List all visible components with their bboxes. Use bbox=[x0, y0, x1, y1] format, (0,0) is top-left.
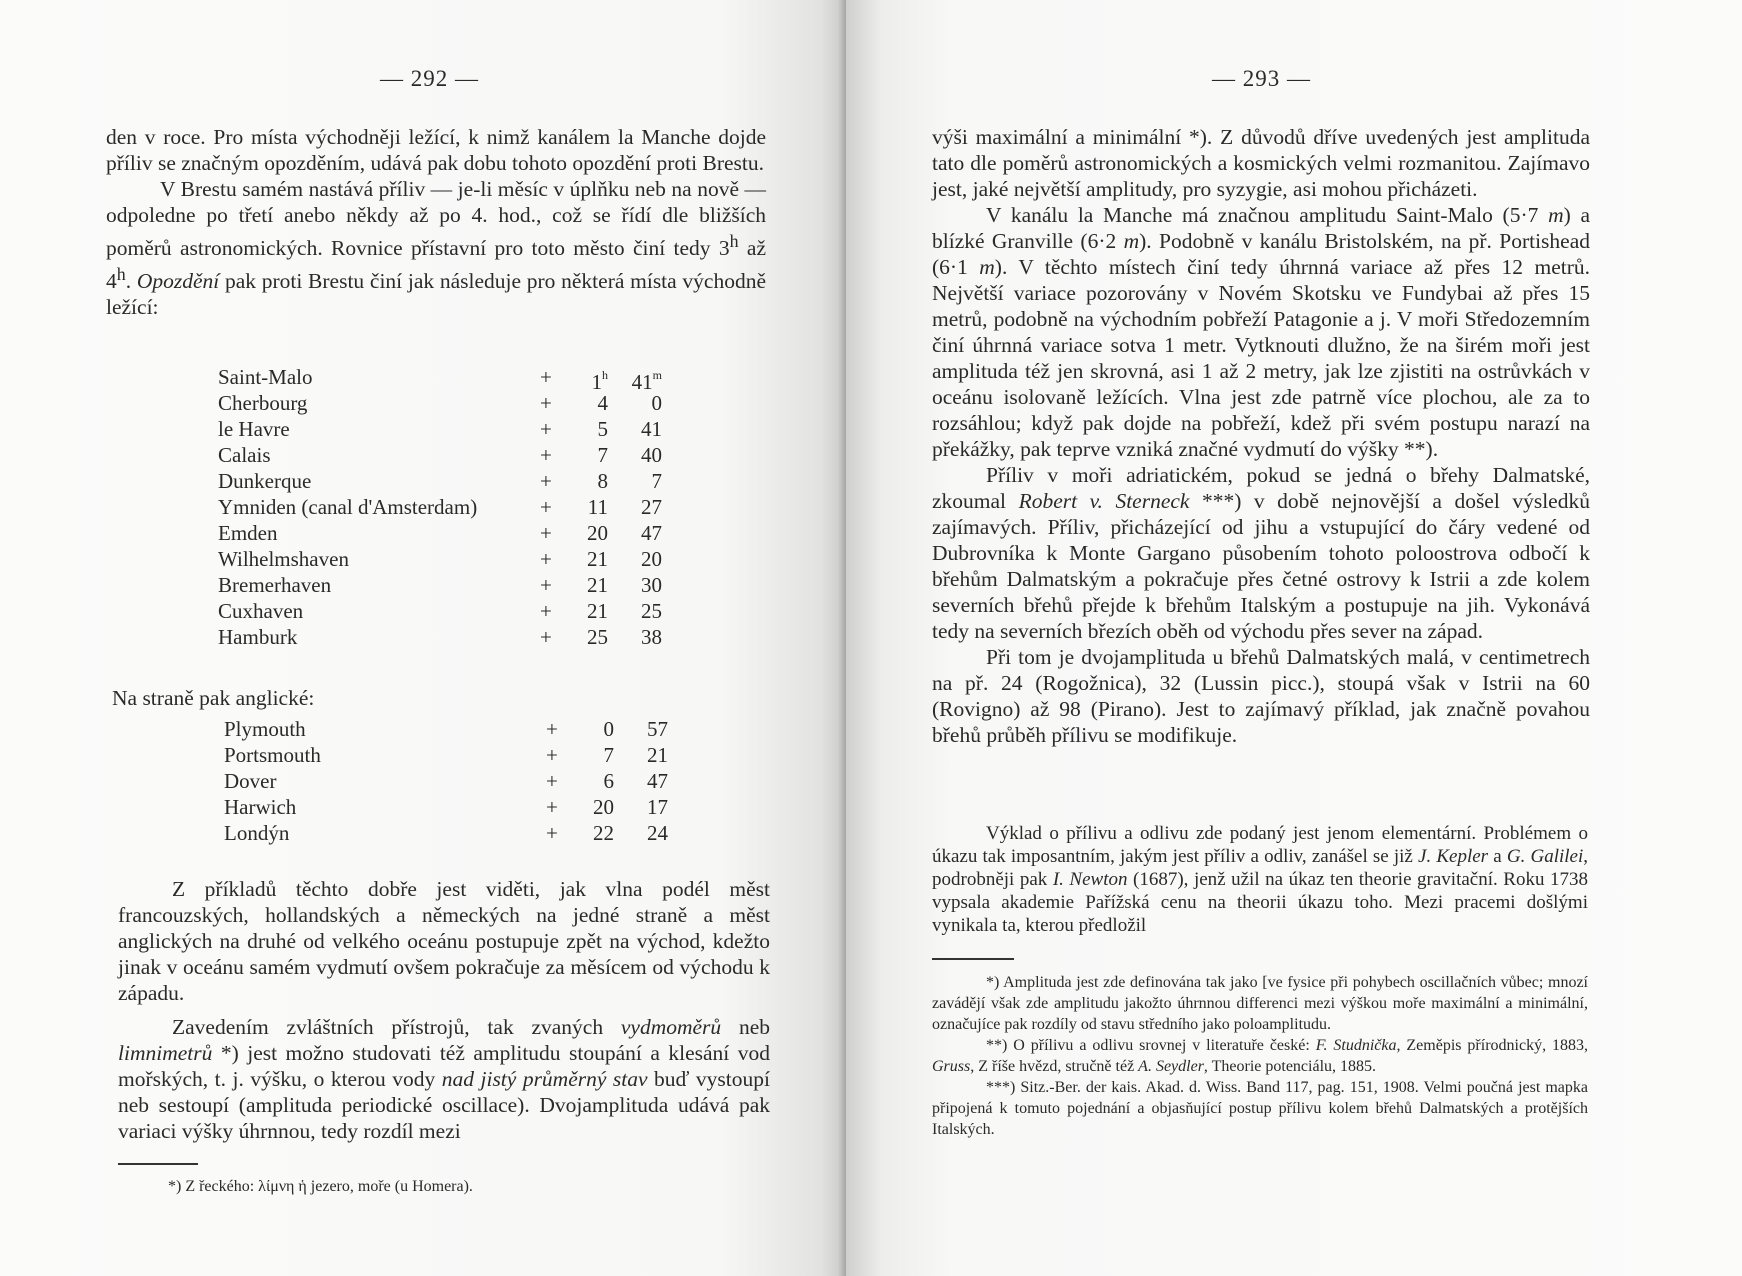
plus-sign: + bbox=[540, 599, 552, 623]
table-row bbox=[224, 794, 674, 820]
delay-minutes: 30 bbox=[641, 573, 662, 597]
place-name: Saint-Malo bbox=[218, 365, 313, 389]
paragraph: V Brestu samém nastává příliv — je-li měsíc v úplňku neb na nově — odpoledne po třetí anebo někdy až po 4. hod., což se řídí dle bližších poměrů astronomických. Rovnice přístavní pro toto město činí tedy 3$^h$ až 4$^h$. Opozdění pak proti Brestu činí jak následuje pro některá místa východně ležící: bbox=[106, 177, 767, 320]
plus-sign: + bbox=[546, 821, 558, 845]
intro-text bbox=[106, 124, 766, 320]
plus-sign: + bbox=[540, 495, 552, 519]
table-row bbox=[224, 716, 674, 742]
paragraph: výši maximální a minimální *). Z důvodů dříve uvedených jest amplituda tato dle poměrů astronomických a kosmických velmi rozmanitou. Zajímavo jest, jaké největší amplitudy, pro syzygie, asi mohou přicházeti. bbox=[932, 125, 1590, 201]
plus-sign: + bbox=[546, 795, 558, 819]
delay-hours: 4 bbox=[597, 391, 608, 415]
plus-sign: + bbox=[540, 573, 552, 597]
paragraph: Příliv v moři adriatickém, pokud se jedná o břehy Dalmatské, zkoumal Robert v. Sterneck ***) v době nejnovější a došel výsledků zajímavých. Příliv, přicházející od jihu a vstupující do čáry vedené od Dubrovníka k Monte Gargano působením tohoto poloostrova odbočí k břehům Dalmatským a pokračuje přes četné ostrovy k Istrii a zde kolem severních břehů přejde k břehům Italským a postupuje na jih. Vykonává tedy na severních březích oběh od východu přes sever na západ. bbox=[932, 463, 1590, 643]
footnote-rule bbox=[118, 1163, 198, 1165]
footnote: **) O přílivu a odlivu srovnej v literatuře české: F. Studnička, Zeměpis přírodnický, 1883, Gruss, Z říše hvězd, stručně též A. Seydler, Theorie potenciálu, 1885. bbox=[932, 1037, 1588, 1075]
place-name: le Havre bbox=[218, 417, 290, 441]
place-name: Dover bbox=[224, 769, 277, 793]
place-name: Harwich bbox=[224, 795, 297, 819]
delay-minutes: 47 bbox=[641, 521, 662, 545]
paragraph: Zavedením zvláštních přístrojů, tak zvaných vydmoměrů neb limnimetrů *) jest možno studovati též amplitudu stoupání a klesání vod mořských, t. j. výšku, o kterou vody nad jistý průměrný stav buď vystoupí neb sestoupí (amplituda periodické oscillace). Dvojamplituda udává pak variaci výšky úhrnnou, tedy rozdíl mezi bbox=[118, 1015, 771, 1143]
hours-unit: h bbox=[602, 368, 608, 382]
paragraph: V kanálu la Manche má značnou amplitudu Saint-Malo (5·7 m) a blízké Granville (6·2 m). Podobně v kanálu Bristolském, na př. Portishead (6·1 m). V těchto místech činí tedy úhrnná variace až přes 12 metrů. Největší variace pozorovány v Novém Skotsku ve Fundybai až přes 15 metrů, podobně na východním pobřeží Patagonie a j. V moři Středozemním činí úhrnná variace sotva 1 metr. Vytknouti dlužno, že na širém moři jest amplituda též jen skrovná, asi 1 až 2 metry, jak lze zjistiti na ostrůvkách v oceánu isolovaně ležících. Vlna jest zde patrně více plochou, ale za to rozsáhlou; když pak dojde na pobřeží, kdež při svém postupu narazí na překážky, pak teprve vzniká značné vydmutí do výšky **). bbox=[932, 203, 1591, 461]
footnote-rule bbox=[932, 958, 1014, 960]
place-name: Portsmouth bbox=[224, 743, 321, 767]
delay-minutes: 7 bbox=[651, 469, 662, 493]
delay-minutes: 24 bbox=[647, 821, 668, 845]
conclusion-text bbox=[118, 876, 770, 1144]
plus-sign: + bbox=[540, 443, 552, 467]
minutes-unit: m bbox=[652, 368, 662, 382]
table-row bbox=[218, 364, 668, 394]
delay-minutes: 25 bbox=[641, 599, 662, 623]
left-page bbox=[0, 0, 846, 1276]
page-number: — 292 — bbox=[380, 66, 479, 91]
place-name: Cuxhaven bbox=[218, 599, 304, 623]
delay-hours: 0 bbox=[603, 717, 614, 741]
main-text bbox=[932, 124, 1590, 748]
footnote: *) Amplituda jest zde definována tak jako [ve fysice při pohybech oscillačních vůbec; mnozí zavádějí však zde amplitudu jakožto úhrnnou differenci mezi výškou moře maximální a minimální, označujíce pak rozdíly od stavu středního jako poloamplitudu. bbox=[932, 974, 1588, 1033]
table-row bbox=[224, 820, 674, 846]
delay-hours: 8 bbox=[597, 469, 608, 493]
delay-hours: 21 bbox=[587, 599, 608, 623]
table-row bbox=[218, 520, 668, 546]
place-name: Cherbourg bbox=[218, 391, 308, 415]
delay-hours: 21 bbox=[587, 573, 608, 597]
table-row bbox=[218, 598, 668, 624]
delay-minutes: 27 bbox=[641, 495, 662, 519]
delay-hours: 5 bbox=[597, 417, 608, 441]
tide-delay-table-english bbox=[224, 716, 674, 846]
plus-sign: + bbox=[546, 717, 558, 741]
place-name: Dunkerque bbox=[218, 469, 312, 493]
plus-sign: + bbox=[540, 365, 552, 389]
delay-hours: 7 bbox=[597, 443, 608, 467]
footnotes bbox=[932, 972, 1588, 1140]
delay-hours: 1$^h$ bbox=[591, 368, 608, 394]
footnote: *) Z řeckého: λίμνη ἡ jezero, moře (u Homera). bbox=[168, 1178, 473, 1195]
paragraph: Z příkladů těchto dobře jest viděti, jak vlna podél měst francouzských, hollandských a německých na jedné straně a měst anglických na druhé od velkého oceánu postupuje zpět na východ, kdežto jinak v oceánu samém vydmutí ovšem pokračuje za měsícem od východu k západu. bbox=[118, 877, 770, 1005]
table-row bbox=[218, 416, 668, 442]
table-row bbox=[218, 442, 668, 468]
place-name: Emden bbox=[218, 521, 278, 545]
table-row bbox=[218, 468, 668, 494]
plus-sign: + bbox=[540, 625, 552, 649]
delay-hours: 25 bbox=[587, 625, 608, 649]
place-name: Wilhelmshaven bbox=[218, 547, 349, 571]
table-row bbox=[218, 624, 668, 650]
plus-sign: + bbox=[540, 417, 552, 441]
plus-sign: + bbox=[546, 769, 558, 793]
plus-sign: + bbox=[540, 547, 552, 571]
delay-hours: 7 bbox=[603, 743, 614, 767]
delay-minutes: 41 bbox=[641, 417, 662, 441]
place-name: Calais bbox=[218, 443, 271, 467]
place-name: Plymouth bbox=[224, 717, 306, 741]
table-row bbox=[224, 742, 674, 768]
plus-sign: + bbox=[546, 743, 558, 767]
delay-minutes: 0 bbox=[651, 391, 662, 415]
table-row bbox=[218, 390, 668, 416]
delay-hours: 22 bbox=[593, 821, 614, 845]
delay-minutes: 40 bbox=[641, 443, 662, 467]
place-name: Hamburk bbox=[218, 625, 298, 649]
delay-minutes: 57 bbox=[647, 717, 668, 741]
delay-hours: 20 bbox=[587, 521, 608, 545]
right-page bbox=[846, 0, 1742, 1276]
table-row bbox=[224, 768, 674, 794]
delay-minutes: 20 bbox=[641, 547, 662, 571]
place-name: Ymniden (canal d'Amsterdam) bbox=[218, 495, 478, 519]
delay-minutes: 17 bbox=[647, 795, 668, 819]
plus-sign: + bbox=[540, 391, 552, 415]
delay-hours: 11 bbox=[587, 495, 608, 519]
table-row bbox=[218, 546, 668, 572]
table-row bbox=[218, 572, 668, 598]
tide-delay-table-french bbox=[218, 364, 668, 650]
paragraph: den v roce. Pro místa východněji ležící, k nimž kanálem la Manche dojde příliv se značným opozděním, udává pak dobu tohoto opozdění proti Brestu. bbox=[106, 125, 766, 175]
historical-note bbox=[932, 822, 1588, 937]
table-row bbox=[218, 494, 668, 520]
delay-minutes: 21 bbox=[647, 743, 668, 767]
delay-hours: 6 bbox=[603, 769, 614, 793]
delay-minutes: 38 bbox=[641, 625, 662, 649]
delay-hours: 21 bbox=[587, 547, 608, 571]
place-name: Bremerhaven bbox=[218, 573, 332, 597]
paragraph: Při tom je dvojamplituda u břehů Dalmatských malá, v centimetrech na př. 24 (Rogožnica), 32 (Lussin picc.), stoupá však v Istrii na 60 (Rovigno) až 98 (Pirano). Jest to zajímavý příklad, jak značně povahou břehů průběh přílivu se modifikuje. bbox=[932, 645, 1590, 747]
plus-sign: + bbox=[540, 521, 552, 545]
paragraph: Výklad o přílivu a odlivu zde podaný jest jenom elementární. Problémem o úkazu tak imposantním, jakým jest příliv a odliv, zanášel se již J. Kepler a G. Galilei, podrobněji pak I. Newton (1687), jenž užil na úkaz ten theorie gravitační. Roku 1738 vypsala akademie Pařížská cenu na theorii úkazu toho. Mezi pracemi došlými vynikala ta, kterou předložil bbox=[932, 823, 1588, 936]
delay-minutes: 41$^m$ bbox=[631, 368, 662, 394]
page-number: — 293 — bbox=[1212, 66, 1311, 91]
delay-hours: 20 bbox=[593, 795, 614, 819]
place-name: Londýn bbox=[224, 821, 290, 845]
footnote: ***) Sitz.-Ber. der kais. Akad. d. Wiss. Band 117, pag. 151, 1908. Velmi poučná jest mapka připojená k tomuto pojednání a objasňující postup přílivu kolem břehů Dalmatských a protějších Italských. bbox=[932, 1079, 1588, 1138]
plus-sign: + bbox=[540, 469, 552, 493]
english-heading: Na straně pak anglické: bbox=[112, 686, 315, 710]
delay-minutes: 47 bbox=[647, 769, 668, 793]
